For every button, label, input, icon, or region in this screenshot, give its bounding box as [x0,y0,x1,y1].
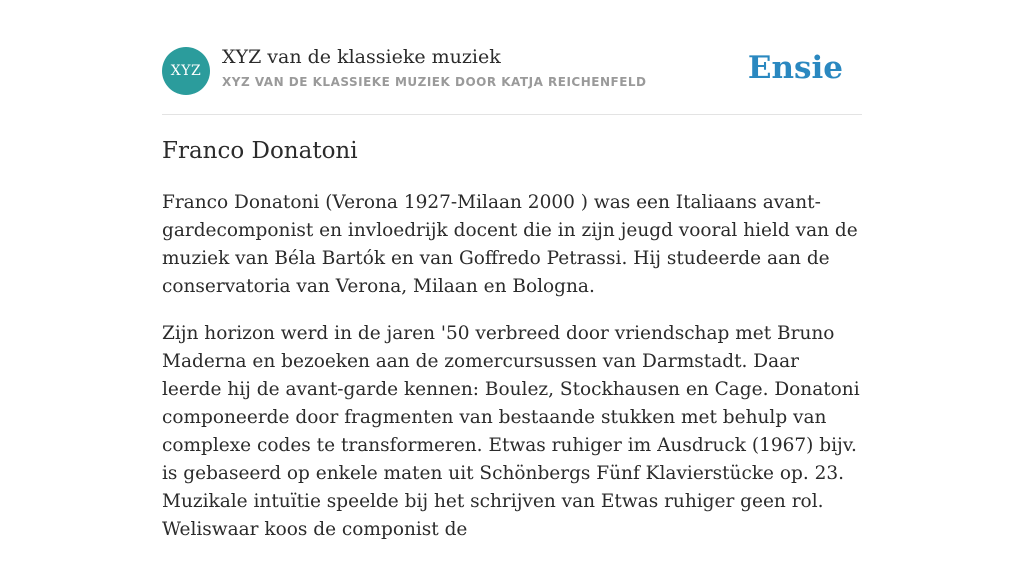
site-header [162,0,862,115]
page [162,0,862,540]
article-body [162,189,862,563]
article-paragraph: Zijn horizon werd in de jaren '50 verbreed door vriendschap met Bruno Maderna en bezoeken aan de zomercursussen van Darmstadt. Daar leerde hij de avant-garde kennen: Boulez, Stockhausen en Cage. Donatoni componeerde door fragmenten van bestaande stukken met behulp van complexe codes te transformeren. Etwas ruhiger im Ausdruck (1967) bijv. is gebaseerd op enkele maten uit Schönbergs Fünf Klavierstücke op. 23. Muzikale intuïtie speelde bij het schrijven van Etwas ruhiger geen rol. Weliswaar koos de componist de [162,323,860,540]
article-title: Franco Donatoni [162,138,358,164]
article-paragraph: Franco Donatoni (Verona 1927-Milaan 2000 ) was een Italiaans avant-gardecomponist en invloedrijk docent die in zijn jeugd vooral hield van de muziek van Béla Bartók en van Goffredo Petrassi. Hij studeerde aan de conservatoria van Verona, Milaan en Bologna. [162,192,858,297]
site-title[interactable]: XYZ van de klassieke muziek [222,46,501,68]
avatar[interactable]: XYZ [162,47,210,95]
brand-logo-link[interactable]: Ensie [747,50,843,86]
site-subtitle: XYZ VAN DE KLASSIEKE MUZIEK DOOR KATJA REICHENFELD [222,75,647,89]
